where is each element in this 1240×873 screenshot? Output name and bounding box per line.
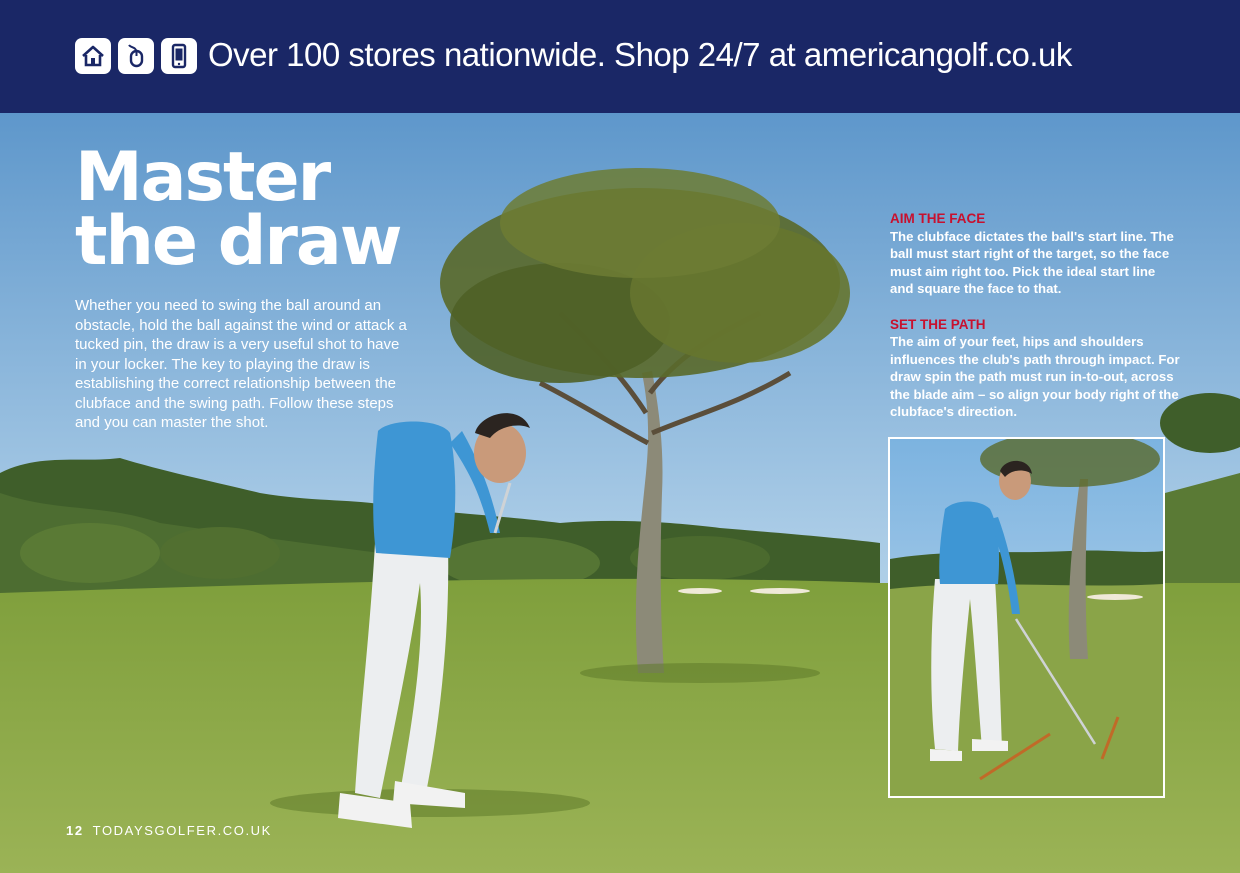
banner-icons bbox=[75, 38, 197, 74]
intro-paragraph: Whether you need to swing the ball around an obstacle, hold the ball against the wind or attack a tucked pin, the draw is a very useful shot to have in your locker. The key to playing the draw is establishing the correct relationship between the clubface and the swing path. Follow these steps and you can master the shot. bbox=[75, 297, 407, 431]
mobile-phone-icon bbox=[161, 38, 197, 74]
step-instructions bbox=[890, 210, 1180, 439]
article-headline bbox=[75, 138, 401, 281]
mouse-icon bbox=[118, 38, 154, 74]
site-name: TODAYSGOLFER.CO.UK bbox=[92, 823, 272, 838]
top-banner bbox=[0, 0, 1240, 113]
step-set-the-path bbox=[890, 316, 1180, 421]
page-footer bbox=[66, 823, 272, 838]
inset-address-photo bbox=[888, 437, 1165, 798]
headline-line-1: Master bbox=[75, 138, 330, 217]
headline-line-2: the draw bbox=[75, 202, 401, 281]
banner-text: Over 100 stores nationwide. Shop 24/7 at americangolf.co.uk bbox=[208, 36, 1072, 73]
step-body: The aim of your feet, hips and shoulders influences the club's path through impact. For draw spin the path must run in-to-out, across the blade aim – so align your body right of the clubface's direction. bbox=[890, 334, 1180, 419]
page-number: 12 bbox=[66, 823, 84, 838]
home-icon bbox=[75, 38, 111, 74]
step-title: SET THE PATH bbox=[890, 316, 986, 332]
step-aim-the-face bbox=[890, 210, 1180, 298]
step-title: AIM THE FACE bbox=[890, 211, 986, 226]
step-body: The clubface dictates the ball's start line. The ball must start right of the target, so the face must aim right too. Pick the ideal start line and square the face to that. bbox=[890, 228, 1174, 296]
